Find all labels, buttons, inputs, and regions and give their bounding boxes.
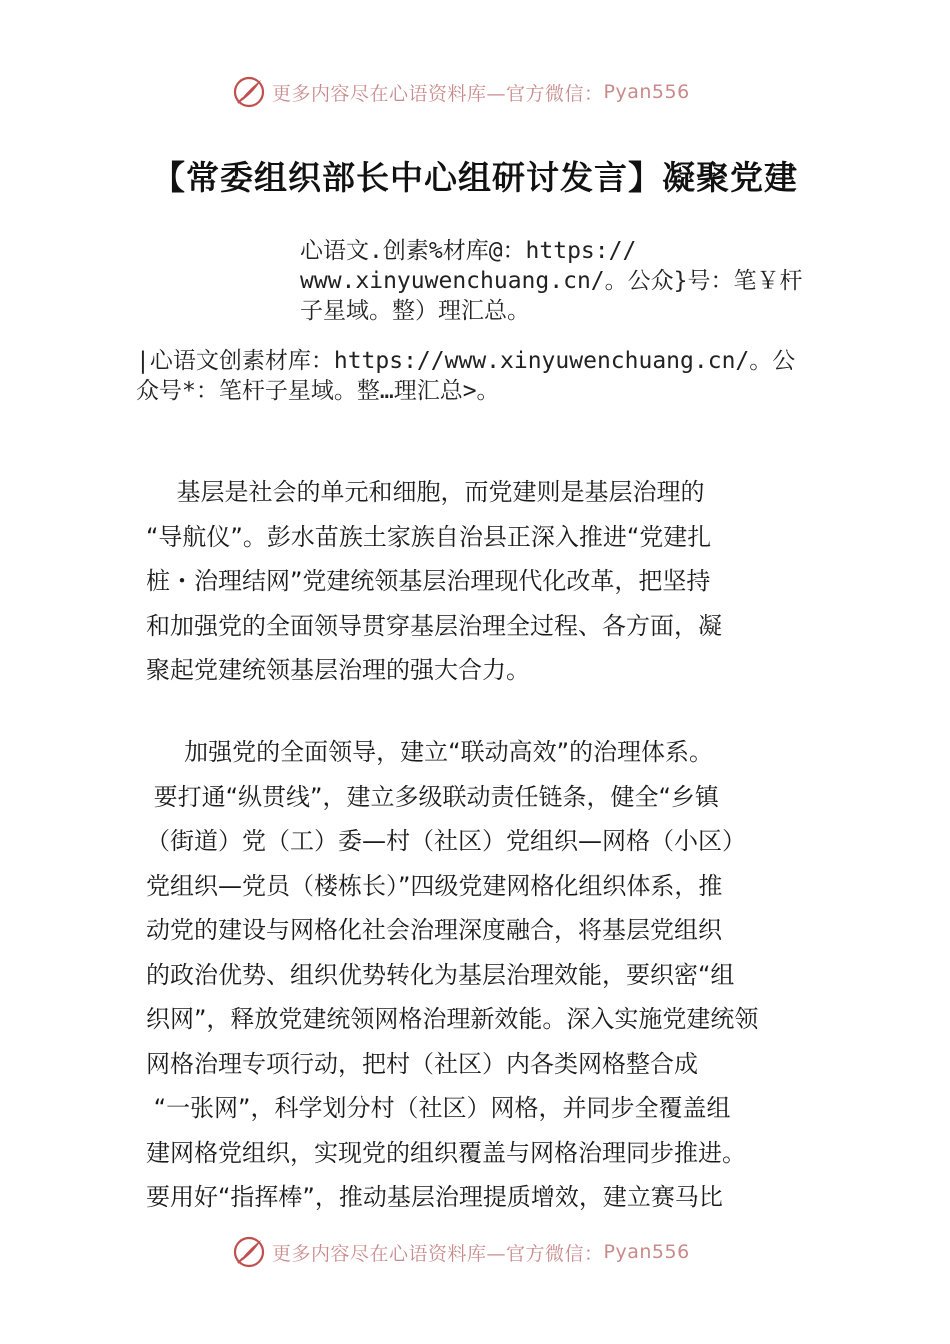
paragraph-line: “导航仪”。彭水苗族土家族自治县正深入推进“党建扎 [146,522,712,551]
header-watermark-banner [232,72,732,112]
paragraph-line: 和加强党的全面领导贯穿基层治理全过程、各方面，凝 [146,611,722,640]
paragraph-line: 网格治理专项行动，把村（社区）内各类网格整合成 [146,1049,698,1078]
source-note-1-line: www.xinyuwenchuang.cn/。公众}号：笔￥杆 [300,268,803,294]
paragraph-line: 基层是社会的单元和细胞，而党建则是基层治理的 [146,478,705,506]
body-paragraph-1 [146,470,826,693]
paragraph-line: 织网”，释放党建统领网格治理新效能。深入实施党建统领 [146,1005,759,1033]
source-note-1-line: 子星域。整）理汇总。 [300,298,530,324]
source-note-1 [300,236,840,326]
paragraph-line: 建网格党组织，实现党的组织覆盖与网格治理同步推进。 [146,1138,746,1167]
banner-text: 更多内容尽在心语资料库—官方微信： [272,82,604,105]
banner-text: 更多内容尽在心语资料库—官方微信： [272,1242,604,1265]
quill-logo-icon [232,75,266,109]
paragraph-line: 聚起党建统领基层治理的强大合力。 [146,656,530,684]
source-note-2-line: 众号*：笔杆子星域。整…理汇总>。 [136,378,500,404]
paragraph-line: 桩・治理结网”党建统领基层治理现代化改革，把坚持 [146,567,711,595]
paragraph-line: 党组织—党员（楼栋长）”四级党建网格化组织体系，推 [146,871,723,900]
document-title: 【常委组织部长中心组研讨发言】凝聚党建 [152,158,798,197]
body-paragraph-2 [146,730,826,1220]
source-note-1-line: 心语文.创素%材库@：https:// [300,238,637,264]
source-note-2 [136,346,836,406]
paragraph-line: 加强党的全面领导，建立“联动高效”的治理体系。 [146,738,714,766]
paragraph-line: 要打通“纵贯线”，建立多级联动责任链条，健全“乡镇 [146,782,719,811]
source-note-2-line: |心语文创素材库：https://www.xinyuwenchuang.cn/。公 [136,348,796,374]
banner-wechat-id: Pyan556 [603,1241,690,1263]
paragraph-line: （街道）党（工）委—村（社区）党组织—网格（小区） [146,827,746,855]
paragraph-line: “一张网”，科学划分村（社区）网格，并同步全覆盖组 [146,1094,731,1122]
paragraph-line: 要用好“指挥棒”，推动基层治理提质增效，建立赛马比 [146,1183,723,1211]
banner-wechat-id: Pyan556 [603,81,690,103]
paragraph-line: 动党的建设与网格化社会治理深度融合，将基层党组织 [146,916,722,944]
quill-logo-icon [232,1235,266,1269]
paragraph-line: 的政治优势、组织优势转化为基层治理效能，要织密“组 [146,960,735,989]
footer-watermark-banner [232,1232,732,1272]
